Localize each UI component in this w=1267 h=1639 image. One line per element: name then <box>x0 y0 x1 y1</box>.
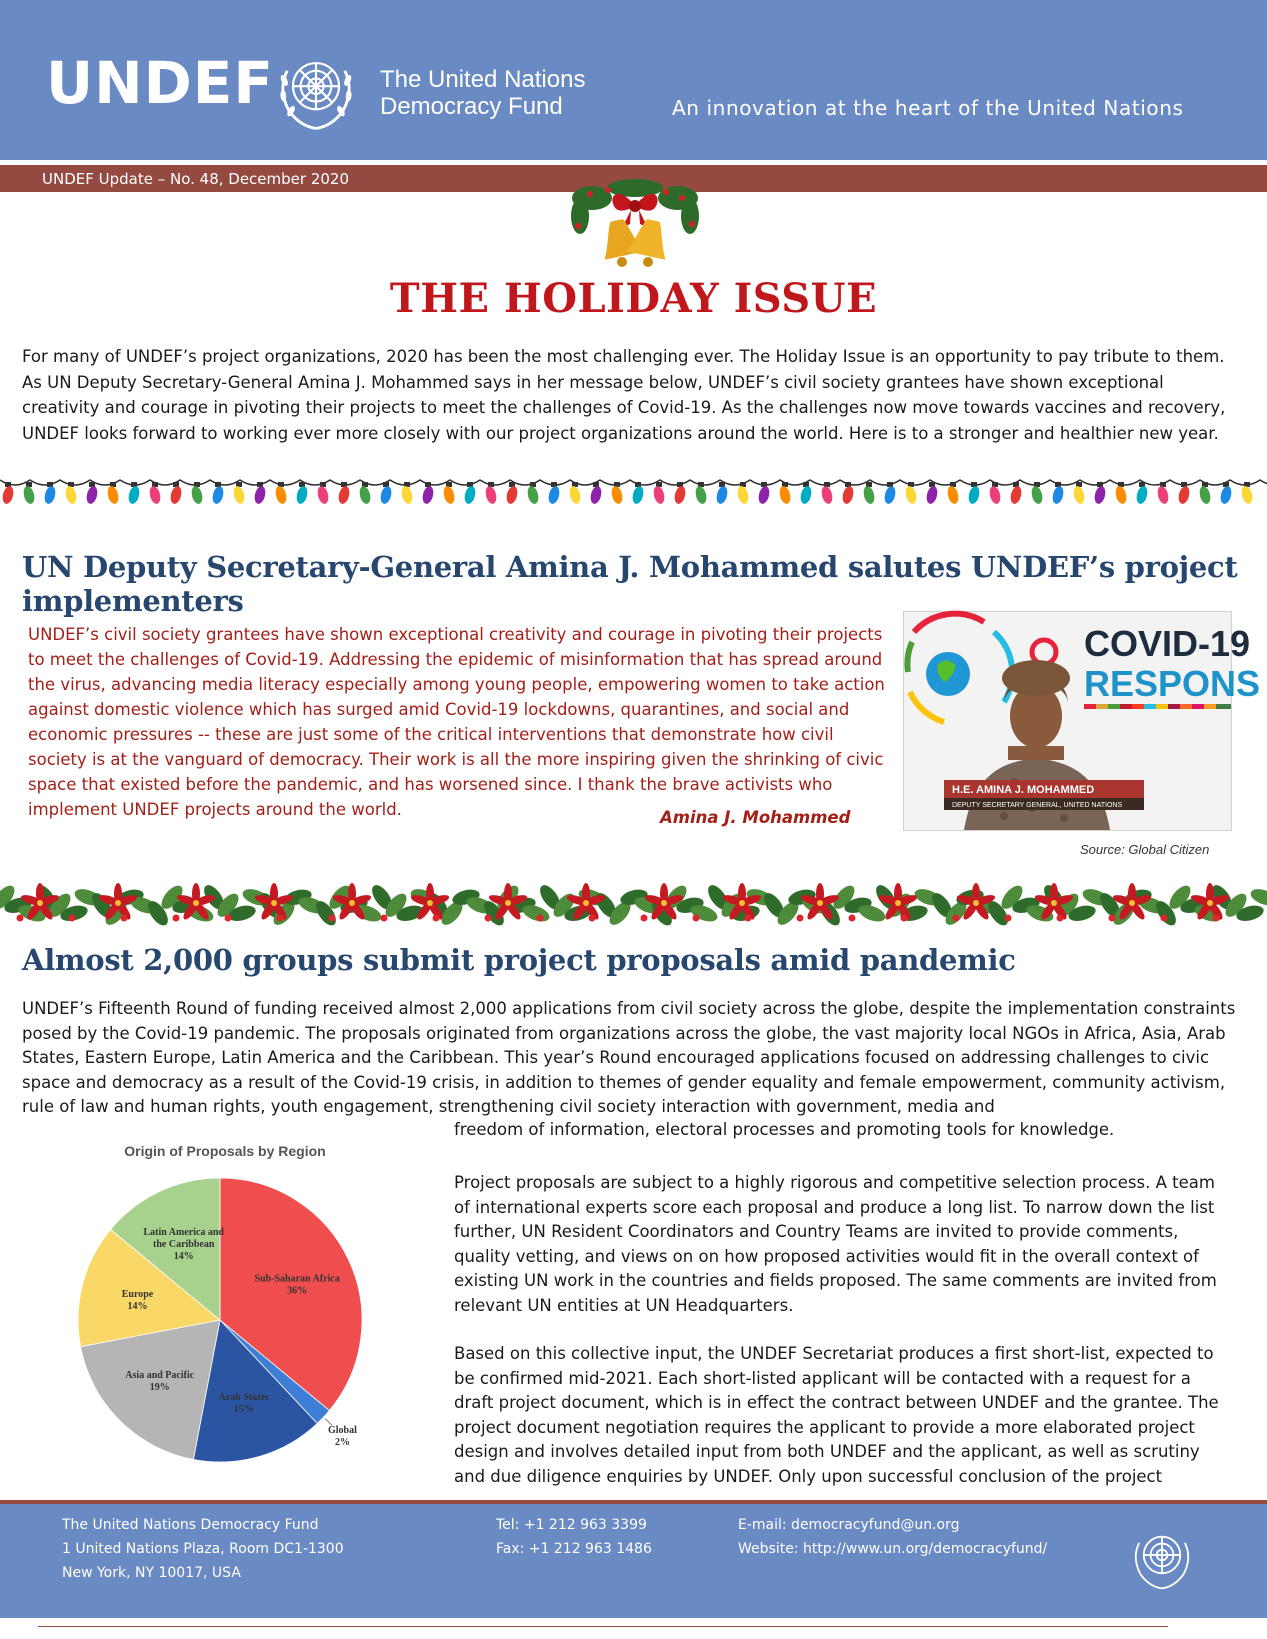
svg-text:RESPONS: RESPONS <box>1084 663 1261 704</box>
holly-berry <box>1213 915 1220 922</box>
name-plate <box>944 780 1144 810</box>
light-bulb <box>232 482 246 505</box>
holly-berry <box>797 915 804 922</box>
holly-berry <box>485 915 492 922</box>
light-bulb <box>358 482 372 505</box>
light-bulb <box>589 482 603 505</box>
light-bulb <box>547 482 561 505</box>
holly-berry <box>953 915 960 922</box>
light-bulb <box>715 482 729 505</box>
undef-logo-wordmark: UNDEF <box>46 49 275 117</box>
light-bulb <box>148 482 162 505</box>
holly-garland-decoration <box>0 868 1267 938</box>
holly-berry <box>589 915 596 922</box>
light-bulb <box>169 482 183 505</box>
christmas-lights-decoration <box>0 468 1267 516</box>
proposals-paragraph-1: UNDEF’s Fifteenth Round of funding received almost 2,000 applications from civil society across the globe, despite the implementation constraints posed by the Covid-19 pandemic. The proposals originated from organizations across the globe, the vast majority local NGOs in Africa, Asia, Arab States, Eastern Europe, Latin America and the Caribbean. This year’s Round encouraged applications focused on addressing challenges to civic space and democracy as a result of the Covid-19 crisis, in addition to themes of gender equality and female empowerment, community activism, rule of law and human rights, youth engagement, strengthening civil society interaction with government, media and <box>22 999 1236 1116</box>
holly-berry <box>121 915 128 922</box>
light-bulb <box>127 482 141 505</box>
photo-source-caption: Source: Global Citizen <box>1080 842 1210 857</box>
holly-berry <box>433 915 440 922</box>
chart-title: Origin of Proposals by Region <box>124 1143 326 1159</box>
issue-label: UNDEF Update – No. 48, December 2020 <box>42 170 350 188</box>
holiday-issue-title: THE HOLIDAY ISSUE <box>389 275 878 322</box>
holly-berry <box>277 915 284 922</box>
holly-berry <box>17 915 24 922</box>
bottom-rule <box>38 1626 1168 1627</box>
holly-berry <box>901 915 908 922</box>
light-bulb <box>379 482 393 505</box>
holly-berry <box>537 915 544 922</box>
proposals-paragraph-1-end: freedom of information, electoral processes and promoting tools for knowledge. <box>454 1120 1115 1139</box>
holly-berry <box>1057 915 1064 922</box>
light-bulb <box>778 482 792 505</box>
holly-berry <box>693 915 700 922</box>
svg-text:DEPUTY SECRETARY GENERAL, UNIT: DEPUTY SECRETARY GENERAL, UNITED NATIONS <box>952 802 1123 809</box>
light-bulb <box>1177 482 1191 505</box>
christmas-bells-icon <box>570 176 700 276</box>
pie-label: Latin America and the Caribbean 14% <box>143 1226 225 1262</box>
proposals-paragraph-2: Project proposals are subject to a highly rigorous and competitive selection process. A team of international experts score each proposal and produce a long list. To narrow down the list further, UN Resident Coordinators and Country Teams are invited to provide comments, quality vetting, and views on on how proposed activities would fit in the overall context of existing UN work in the countries and fields proposed. The same comments are invited from relevant UN entities at UN Headquarters. <box>454 1173 1217 1315</box>
holly-berry <box>173 915 180 922</box>
light-bulb <box>988 482 1002 505</box>
holly-berry <box>381 915 388 922</box>
holly-berry <box>69 915 76 922</box>
pie-label: Sub-Saharan Africa 36% <box>254 1273 340 1297</box>
dsg-photo <box>903 611 1261 831</box>
org-name-line1: The United Nations <box>380 66 586 93</box>
dsg-photo-illustration <box>904 612 1261 830</box>
pie-label: Arab States 15% <box>218 1391 269 1415</box>
light-bulb <box>85 482 99 505</box>
holly-berry <box>1161 915 1168 922</box>
org-name-line2: Democracy Fund <box>380 93 563 120</box>
pie-label: Asia and Pacific 19% <box>125 1370 195 1394</box>
footer-tel: Tel: +1 212 963 3399 <box>496 1517 647 1533</box>
proposals-pie-chart <box>60 1138 430 1478</box>
holly-berry <box>1109 915 1116 922</box>
light-bulb <box>22 482 36 505</box>
light-bulb <box>337 482 351 505</box>
footer-address-line2: 1 United Nations Plaza, Room DC1-1300 <box>62 1541 344 1557</box>
intro-paragraph: For many of UNDEF’s project organizations, 2020 has been the most challenging ever. The Holiday Issue is an opportunity to pay tribute to them. As UN Deputy Secretary-General Amina J. Mohammed says in her message below, UNDEF’s civil society grantees have shown exceptional creativity and courage in pivoting their projects to meet the challenges of Covid-19. As the challenges now move towards vaccines and recovery, UNDEF looks forward to working ever more closely with our project organizations around the world. Here is to a stronger and healthier new year. <box>22 347 1226 443</box>
light-bulb <box>568 482 582 505</box>
proposals-section-heading: Almost 2,000 groups submit project proposals amid pandemic <box>22 943 1016 977</box>
quote-author: Amina J. Mohammed <box>660 808 851 827</box>
holly-berry <box>849 915 856 922</box>
footer-address <box>62 1513 344 1585</box>
svg-text:H.E. AMINA J. MOHAMMED: H.E. AMINA J. MOHAMMED <box>952 784 1095 796</box>
covid-banner <box>1084 623 1260 704</box>
light-bulb <box>757 482 771 505</box>
pie-label: Europe 14% <box>121 1288 154 1312</box>
dsg-section-heading: UN Deputy Secretary-General Amina J. Mohammed salutes UNDEF’s project implementers <box>22 550 1238 618</box>
light-bulb <box>799 482 813 505</box>
footer-fax: Fax: +1 212 963 1486 <box>496 1541 652 1557</box>
light-bulb <box>1135 482 1149 505</box>
un-emblem-icon <box>1124 1520 1200 1596</box>
footer-email[interactable]: E-mail: democracyfund@un.org <box>738 1517 960 1533</box>
light-bulb <box>1009 482 1023 505</box>
holly-berry <box>641 915 648 922</box>
light-bulb <box>295 482 309 505</box>
holly-berry <box>225 915 232 922</box>
light-bulb <box>1072 482 1086 505</box>
un-emblem-icon <box>268 42 364 138</box>
footer-address-line3: New York, NY 10017, USA <box>62 1565 241 1581</box>
proposals-paragraph-3: Based on this collective input, the UNDEF Secretariat produces a first short-list, expected to be confirmed mid-2021. Each short-listed applicant will be contacted with a request for a draft project document, which is in effect the contract between UNDEF and the grantee. The project document negotiation requires the applicant to provide a more elaborated project design and involves detailed input from both UNDEF and the applicant, as well as scrutiny and due diligence enquiries by UNDEF. Only upon successful conclusion of the project <box>454 1344 1219 1486</box>
light-bulb <box>967 482 981 505</box>
holly-berry <box>1005 915 1012 922</box>
footer-phone <box>496 1513 652 1561</box>
tagline: An innovation at the heart of the United Nations <box>672 96 1184 120</box>
footer-address-line1: The United Nations Democracy Fund <box>62 1517 319 1533</box>
org-name <box>380 66 585 120</box>
light-bulb <box>1198 482 1212 505</box>
footer-website[interactable]: Website: http://www.un.org/democracyfund/ <box>738 1541 1048 1557</box>
light-bulb <box>1219 482 1233 505</box>
footer-top-rule <box>0 1500 1267 1504</box>
holly-berry <box>329 915 336 922</box>
light-bulb <box>505 482 519 505</box>
pie-label: Global 2% <box>328 1425 357 1449</box>
pie-chart-svg <box>60 1138 430 1478</box>
svg-text:COVID-19: COVID-19 <box>1084 623 1251 664</box>
light-bulb <box>925 482 939 505</box>
light-bulb <box>862 482 876 505</box>
light-bulb <box>652 482 666 505</box>
holly-berry <box>745 915 752 922</box>
footer-contact <box>738 1513 1047 1561</box>
dsg-quote: UNDEF’s civil society grantees have shown exceptional creativity and courage in pivoting their projects to meet the challenges of Covid-19. Addressing the epidemic of misinformation that has spread around the virus, advancing media literacy especially among young people, empowering women to take action against domestic violence which has surged amid Covid-19 lockdowns, quarantines, and social and economic pressures -- these are just some of the critical interventions that demonstrate how civil society is at the vanguard of democracy. Their work is all the more inspiring given the shrinking of civic space that existed before the pandemic, and has worsened since. I thank the brave activists who implement UNDEF projects around the world. <box>28 625 885 819</box>
light-bulb <box>442 482 456 505</box>
holly-leaf <box>1248 886 1267 909</box>
